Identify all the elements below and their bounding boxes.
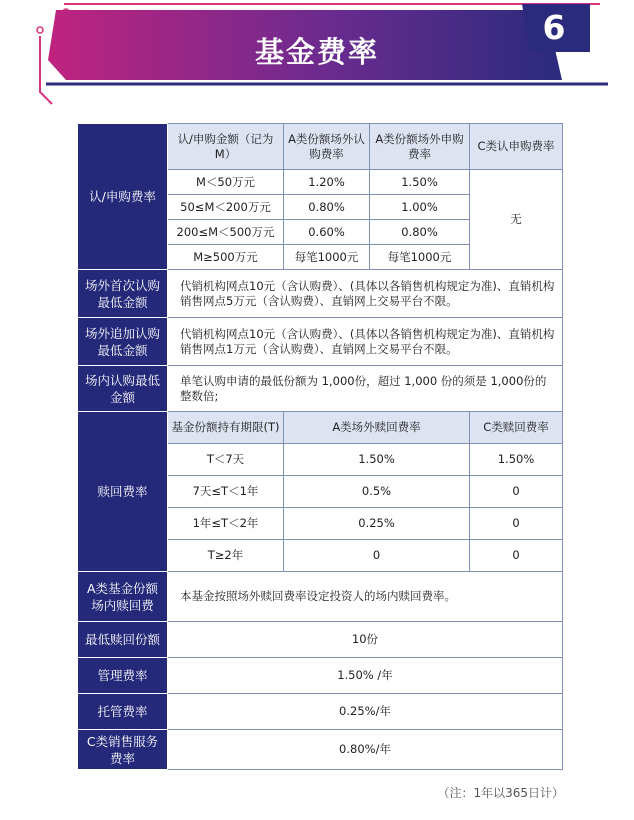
min-offsite-additional-text: 代销机构网点10元（含认购费）、(具体以各销售机构规定为准)、直销机构销售网点1万元（含认购费）、直销网上交易平台不限。 bbox=[168, 318, 563, 366]
cell-subscribe-rate: 0.80% bbox=[284, 195, 370, 220]
col-amount: 认/申购金额（记为M） bbox=[168, 124, 284, 170]
min-offsite-initial-label: 场外首次认购最低金额 bbox=[78, 270, 168, 318]
col-a-offsite-purchase: A类份额场外申购费率 bbox=[370, 124, 470, 170]
cell-holding-period: T≥2年 bbox=[168, 540, 284, 572]
header-banner bbox=[0, 0, 634, 115]
cell-purchase-rate: 每笔1000元 bbox=[370, 245, 470, 270]
cell-subscribe-rate: 0.60% bbox=[284, 220, 370, 245]
subscription-header-row bbox=[78, 124, 563, 170]
col-a-offsite-redemption: A类场外赎回费率 bbox=[284, 412, 470, 444]
min-redemption-row bbox=[78, 622, 563, 658]
cell-amount: 200≤M＜500万元 bbox=[168, 220, 284, 245]
onsite-redemption-row bbox=[78, 572, 563, 622]
section-number-badge: 6 bbox=[542, 8, 566, 47]
cell-c-redemption-rate: 0 bbox=[470, 508, 563, 540]
onsite-redemption-text: 本基金按照场外赎回费率设定投资人的场内赎回费率。 bbox=[168, 572, 563, 622]
min-redemption-value: 10份 bbox=[168, 622, 563, 658]
min-onsite-label: 场内认购最低金额 bbox=[78, 366, 168, 412]
min-offsite-additional-label: 场外追加认购最低金额 bbox=[78, 318, 168, 366]
cell-c-class-fee: 无 bbox=[470, 170, 563, 270]
min-onsite-text: 单笔认购申请的最低份额为 1,000份，超过 1,000 份的须是 1,000份的整数倍; bbox=[168, 366, 563, 412]
footnote: （注：1年以365日计） bbox=[437, 786, 564, 800]
cell-holding-period: T＜7天 bbox=[168, 444, 284, 476]
c-sales-fee-label: C类销售服务费率 bbox=[78, 730, 168, 770]
col-holding-period: 基金份额持有期限(T) bbox=[168, 412, 284, 444]
c-sales-fee-row bbox=[78, 730, 563, 770]
cell-amount: 50≤M＜200万元 bbox=[168, 195, 284, 220]
custody-fee-label: 托管费率 bbox=[78, 694, 168, 730]
col-c-redemption: C类赎回费率 bbox=[470, 412, 563, 444]
management-fee-label: 管理费率 bbox=[78, 658, 168, 694]
cell-amount: M＜50万元 bbox=[168, 170, 284, 195]
custody-fee-value: 0.25%/年 bbox=[168, 694, 563, 730]
cell-purchase-rate: 0.80% bbox=[370, 220, 470, 245]
cell-purchase-rate: 1.50% bbox=[370, 170, 470, 195]
c-sales-fee-value: 0.80%/年 bbox=[168, 730, 563, 770]
cell-holding-period: 1年≤T＜2年 bbox=[168, 508, 284, 540]
onsite-redemption-label: A类基金份额场内赎回费 bbox=[78, 572, 168, 622]
redemption-header-row bbox=[78, 412, 563, 444]
redemption-label: 赎回费率 bbox=[78, 412, 168, 572]
min-offsite-additional-row bbox=[78, 318, 563, 366]
management-fee-row bbox=[78, 658, 563, 694]
min-onsite-row bbox=[78, 366, 563, 412]
custody-fee-row bbox=[78, 694, 563, 730]
min-redemption-label: 最低赎回份额 bbox=[78, 622, 168, 658]
cell-c-redemption-rate: 1.50% bbox=[470, 444, 563, 476]
cell-purchase-rate: 1.00% bbox=[370, 195, 470, 220]
min-offsite-initial-row bbox=[78, 270, 563, 318]
cell-a-redemption-rate: 0.25% bbox=[284, 508, 470, 540]
cell-a-redemption-rate: 0 bbox=[284, 540, 470, 572]
cell-holding-period: 7天≤T＜1年 bbox=[168, 476, 284, 508]
fund-fee-table bbox=[77, 123, 563, 770]
cell-amount: M≥500万元 bbox=[168, 245, 284, 270]
col-a-offsite-subscribe: A类份额场外认购费率 bbox=[284, 124, 370, 170]
page-title: 基金费率 bbox=[254, 35, 379, 69]
cell-subscribe-rate: 每笔1000元 bbox=[284, 245, 370, 270]
subscription-label: 认/申购费率 bbox=[78, 124, 168, 270]
management-fee-value: 1.50% /年 bbox=[168, 658, 563, 694]
cell-a-redemption-rate: 0.5% bbox=[284, 476, 470, 508]
col-c-fee: C类认申购费率 bbox=[470, 124, 563, 170]
cell-c-redemption-rate: 0 bbox=[470, 540, 563, 572]
cell-a-redemption-rate: 1.50% bbox=[284, 444, 470, 476]
cell-c-redemption-rate: 0 bbox=[470, 476, 563, 508]
cell-subscribe-rate: 1.20% bbox=[284, 170, 370, 195]
min-offsite-initial-text: 代销机构网点10元（含认购费）、(具体以各销售机构规定为准)、直销机构销售网点5万元（含认购费）、直销网上交易平台不限。 bbox=[168, 270, 563, 318]
